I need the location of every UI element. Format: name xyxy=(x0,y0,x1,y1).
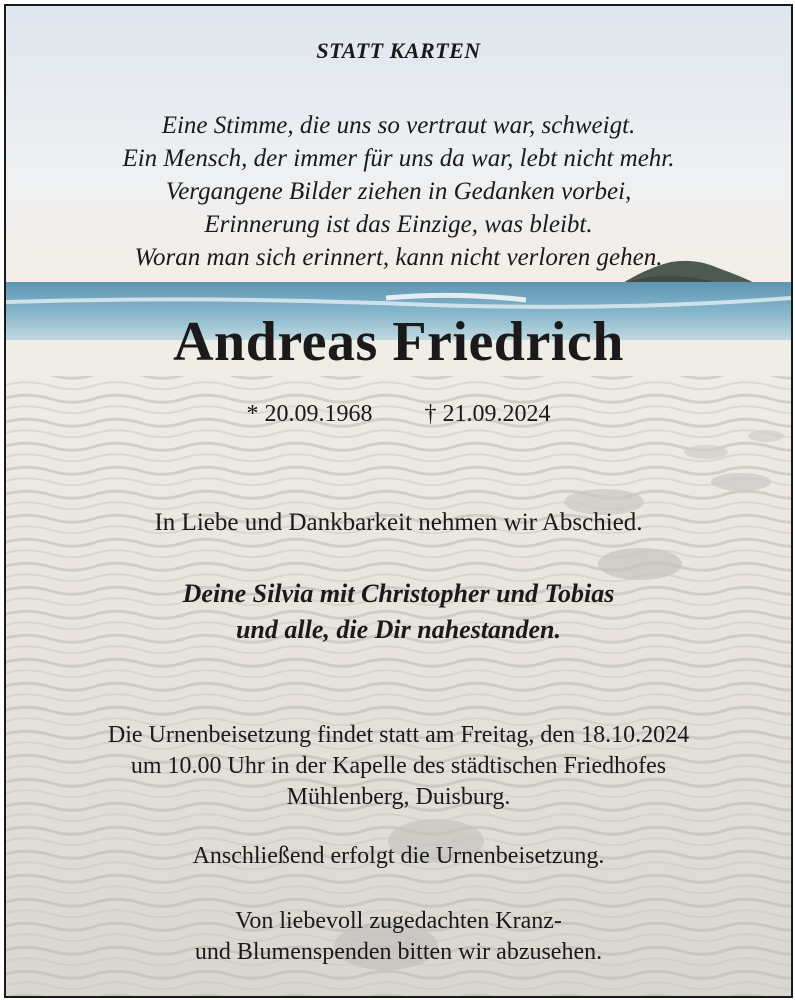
flower-request-line: und Blumenspenden bitten wir abzusehen. xyxy=(194,939,603,965)
header-statt-karten: STATT KARTEN xyxy=(316,38,481,63)
poem-line: Vergangene Bilder ziehen in Gedanken vorbei, xyxy=(165,178,632,205)
obituary-card xyxy=(4,4,793,998)
poem-line: Eine Stimme, die uns so vertraut war, schweigt. xyxy=(161,112,636,139)
poem-line: Ein Mensch, der immer für uns da war, lebt nicht mehr. xyxy=(122,145,675,172)
burial-note: Anschließend erfolgt die Urnenbeisetzung. xyxy=(192,843,605,869)
mourners-line: und alle, die Dir nahestanden. xyxy=(235,615,562,644)
birth-date: * 20.09.1968 xyxy=(246,401,373,427)
service-line: um 10.00 Uhr in der Kapelle des städtischen Friedhofes xyxy=(130,753,667,779)
flower-request-line: Von liebevoll zugedachten Kranz- xyxy=(235,908,562,934)
life-dates xyxy=(6,401,791,428)
mourners xyxy=(6,576,791,648)
mourners-line: Deine Silvia mit Christopher und Tobias xyxy=(182,579,615,608)
deceased-name: Andreas Friedrich xyxy=(173,311,624,373)
flower-request xyxy=(6,906,791,968)
poem xyxy=(6,109,791,274)
poem-line: Woran man sich erinnert, kann nicht verloren gehen. xyxy=(134,244,663,271)
poem-line: Erinnerung ist das Einzige, was bleibt. xyxy=(204,211,593,238)
service-line: Mühlenberg, Duisburg. xyxy=(286,784,511,810)
service-line: Die Urnenbeisetzung findet statt am Freitag, den 18.10.2024 xyxy=(107,722,690,748)
service-details xyxy=(6,720,791,813)
farewell-text: In Liebe und Dankbarkeit nehmen wir Abschied. xyxy=(154,509,643,536)
death-date: † 21.09.2024 xyxy=(424,401,551,427)
